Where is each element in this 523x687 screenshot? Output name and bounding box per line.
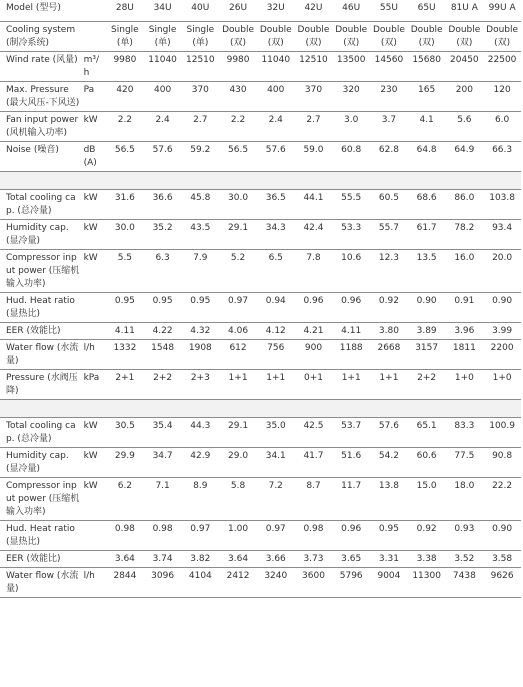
value-cell: 29.1 bbox=[219, 418, 257, 448]
value-cell: 3.7 bbox=[370, 112, 408, 142]
value-cell: 35.4 bbox=[144, 418, 182, 448]
value-cell: 9980 bbox=[106, 52, 144, 82]
value-cell: 2.7 bbox=[295, 112, 333, 142]
value-cell: 165 bbox=[408, 82, 446, 112]
row-label: Hud. Heat ratio (显热比) bbox=[0, 521, 82, 551]
value-cell: 3096 bbox=[144, 568, 182, 598]
unit-cell bbox=[82, 22, 106, 52]
value-cell: 2.4 bbox=[257, 112, 295, 142]
value-cell: 3.58 bbox=[483, 551, 521, 568]
value-cell: 42.9 bbox=[181, 448, 219, 478]
value-cell: 1548 bbox=[144, 340, 182, 370]
value-cell: 3.64 bbox=[219, 551, 257, 568]
value-cell: 45.8 bbox=[181, 190, 219, 220]
value-cell: 16.0 bbox=[446, 250, 484, 293]
value-cell: 1+0 bbox=[446, 370, 484, 400]
value-cell: 42.5 bbox=[295, 418, 333, 448]
value-cell: 55.5 bbox=[332, 190, 370, 220]
value-cell: 0.90 bbox=[483, 293, 521, 323]
value-cell: 2.7 bbox=[181, 112, 219, 142]
value-cell: 2+1 bbox=[106, 370, 144, 400]
value-cell: 1908 bbox=[181, 340, 219, 370]
value-cell: 0.98 bbox=[106, 521, 144, 551]
value-cell: 0.91 bbox=[446, 293, 484, 323]
table-row bbox=[0, 52, 521, 82]
value-cell: 32U bbox=[257, 0, 295, 22]
value-cell: 61.7 bbox=[408, 220, 446, 250]
table-row bbox=[0, 370, 521, 400]
value-cell: 7.8 bbox=[295, 250, 333, 293]
value-cell: 3.64 bbox=[106, 551, 144, 568]
value-cell: 9626 bbox=[483, 568, 521, 598]
value-cell: 12.3 bbox=[370, 250, 408, 293]
value-cell: 320 bbox=[332, 82, 370, 112]
value-cell: 6.5 bbox=[257, 250, 295, 293]
value-cell: 0.95 bbox=[181, 293, 219, 323]
value-cell: 0.92 bbox=[408, 521, 446, 551]
value-cell: 1+1 bbox=[257, 370, 295, 400]
value-cell: 56.5 bbox=[106, 142, 144, 172]
value-cell: Double (双) bbox=[446, 22, 484, 52]
table-row bbox=[0, 521, 521, 551]
value-cell: 120 bbox=[483, 82, 521, 112]
value-cell: 43.5 bbox=[181, 220, 219, 250]
value-cell: 4.11 bbox=[106, 323, 144, 340]
value-cell: 34U bbox=[144, 0, 182, 22]
row-label: Model (型号) bbox=[0, 0, 82, 22]
value-cell: 15680 bbox=[408, 52, 446, 82]
value-cell: 64.9 bbox=[446, 142, 484, 172]
value-cell: 53.7 bbox=[332, 418, 370, 448]
value-cell: 13.8 bbox=[370, 478, 408, 521]
value-cell: 3.80 bbox=[370, 323, 408, 340]
table-row bbox=[0, 293, 521, 323]
value-cell: 370 bbox=[295, 82, 333, 112]
value-cell: 30.0 bbox=[106, 220, 144, 250]
row-label: Compressor input power (压缩机输入功率) bbox=[0, 250, 82, 293]
value-cell: 55.7 bbox=[370, 220, 408, 250]
value-cell: 57.6 bbox=[370, 418, 408, 448]
unit-cell: dB(A) bbox=[82, 142, 106, 172]
value-cell: 31.6 bbox=[106, 190, 144, 220]
value-cell: 2.2 bbox=[106, 112, 144, 142]
table-row bbox=[0, 82, 521, 112]
value-cell: 0.96 bbox=[332, 521, 370, 551]
table-row bbox=[0, 551, 521, 568]
value-cell: 4.06 bbox=[219, 323, 257, 340]
value-cell: 4.22 bbox=[144, 323, 182, 340]
value-cell: 8.7 bbox=[295, 478, 333, 521]
value-cell: 9980 bbox=[219, 52, 257, 82]
unit-cell bbox=[82, 293, 106, 323]
value-cell: 0.93 bbox=[446, 521, 484, 551]
value-cell: Double (双) bbox=[257, 22, 295, 52]
unit-cell: kW bbox=[82, 112, 106, 142]
value-cell: 0.97 bbox=[181, 521, 219, 551]
value-cell: 34.1 bbox=[257, 448, 295, 478]
value-cell: 81U A bbox=[446, 0, 484, 22]
value-cell: 0.94 bbox=[257, 293, 295, 323]
value-cell: 2412 bbox=[219, 568, 257, 598]
value-cell: 5.8 bbox=[219, 478, 257, 521]
table-row bbox=[0, 478, 521, 521]
value-cell: 3.38 bbox=[408, 551, 446, 568]
value-cell: 35.2 bbox=[144, 220, 182, 250]
value-cell: 10.6 bbox=[332, 250, 370, 293]
value-cell: 59.2 bbox=[181, 142, 219, 172]
unit-cell bbox=[82, 0, 106, 22]
value-cell: 4.21 bbox=[295, 323, 333, 340]
value-cell: 3.0 bbox=[332, 112, 370, 142]
row-label: Wind rate (风量) bbox=[0, 52, 82, 82]
value-cell: Single (单) bbox=[181, 22, 219, 52]
value-cell: 20.0 bbox=[483, 250, 521, 293]
value-cell: Double(双) bbox=[295, 22, 333, 52]
value-cell: 66.3 bbox=[483, 142, 521, 172]
row-label: Max. Pressure (最大风压-下风送) bbox=[0, 82, 82, 112]
row-label: Cooling system (制冷系统) bbox=[0, 22, 82, 52]
value-cell: 26U bbox=[219, 0, 257, 22]
section-separator-2 bbox=[0, 400, 521, 418]
value-cell: 13500 bbox=[332, 52, 370, 82]
value-cell: 34.7 bbox=[144, 448, 182, 478]
table-row bbox=[0, 142, 521, 172]
value-cell: 400 bbox=[257, 82, 295, 112]
value-cell: 5.6 bbox=[446, 112, 484, 142]
value-cell: 78.2 bbox=[446, 220, 484, 250]
value-cell: 3.96 bbox=[446, 323, 484, 340]
unit-cell bbox=[82, 323, 106, 340]
row-label: Humidity cap. (显冷量) bbox=[0, 220, 82, 250]
row-label: Water flow (水流量) bbox=[0, 340, 82, 370]
unit-cell: kW bbox=[82, 190, 106, 220]
value-cell: 1+1 bbox=[332, 370, 370, 400]
value-cell: 60.5 bbox=[370, 190, 408, 220]
value-cell: 1332 bbox=[106, 340, 144, 370]
value-cell: 86.0 bbox=[446, 190, 484, 220]
value-cell: Double (双) bbox=[408, 22, 446, 52]
value-cell: Double (双) bbox=[483, 22, 521, 52]
row-label: EER (效能比) bbox=[0, 323, 82, 340]
value-cell: 3.99 bbox=[483, 323, 521, 340]
value-cell: Double (双) bbox=[370, 22, 408, 52]
value-cell: 29.1 bbox=[219, 220, 257, 250]
value-cell: 3.82 bbox=[181, 551, 219, 568]
value-cell: 93.4 bbox=[483, 220, 521, 250]
table-row bbox=[0, 418, 521, 448]
unit-cell: kW bbox=[82, 418, 106, 448]
value-cell: 0+1 bbox=[295, 370, 333, 400]
value-cell: 44.3 bbox=[181, 418, 219, 448]
value-cell: 1+1 bbox=[370, 370, 408, 400]
value-cell: 3.89 bbox=[408, 323, 446, 340]
value-cell: 77.5 bbox=[446, 448, 484, 478]
unit-cell: kPa bbox=[82, 370, 106, 400]
value-cell: Double (双) bbox=[332, 22, 370, 52]
value-cell: 7438 bbox=[446, 568, 484, 598]
value-cell: 29.0 bbox=[219, 448, 257, 478]
value-cell: 4.12 bbox=[257, 323, 295, 340]
value-cell: 4.11 bbox=[332, 323, 370, 340]
value-cell: 4104 bbox=[181, 568, 219, 598]
value-cell: 35.0 bbox=[257, 418, 295, 448]
unit-cell: l/h bbox=[82, 568, 106, 598]
value-cell: 11040 bbox=[144, 52, 182, 82]
value-cell: 0.90 bbox=[408, 293, 446, 323]
value-cell: 68.6 bbox=[408, 190, 446, 220]
value-cell: 90.8 bbox=[483, 448, 521, 478]
row-label: EER (效能比) bbox=[0, 551, 82, 568]
header-row bbox=[0, 0, 521, 22]
value-cell: 420 bbox=[106, 82, 144, 112]
value-cell: 30.0 bbox=[219, 190, 257, 220]
value-cell: 11.7 bbox=[332, 478, 370, 521]
value-cell: 41.7 bbox=[295, 448, 333, 478]
value-cell: 5.5 bbox=[106, 250, 144, 293]
value-cell: 400 bbox=[144, 82, 182, 112]
row-label: Hud. Heat ratio (显热比) bbox=[0, 293, 82, 323]
value-cell: 55U bbox=[370, 0, 408, 22]
value-cell: 2668 bbox=[370, 340, 408, 370]
value-cell: Single (单) bbox=[106, 22, 144, 52]
value-cell: 8.9 bbox=[181, 478, 219, 521]
value-cell: 36.5 bbox=[257, 190, 295, 220]
value-cell: 0.98 bbox=[144, 521, 182, 551]
value-cell: 0.95 bbox=[144, 293, 182, 323]
value-cell: 1.00 bbox=[219, 521, 257, 551]
value-cell: 103.8 bbox=[483, 190, 521, 220]
value-cell: 0.97 bbox=[257, 521, 295, 551]
value-cell: 756 bbox=[257, 340, 295, 370]
unit-cell: Pa bbox=[82, 82, 106, 112]
value-cell: 3600 bbox=[295, 568, 333, 598]
value-cell: 4.1 bbox=[408, 112, 446, 142]
value-cell: 5.2 bbox=[219, 250, 257, 293]
value-cell: 34.3 bbox=[257, 220, 295, 250]
value-cell: Single (单) bbox=[144, 22, 182, 52]
value-cell: 3.31 bbox=[370, 551, 408, 568]
table-row bbox=[0, 448, 521, 478]
value-cell: 42U bbox=[295, 0, 333, 22]
value-cell: 2+2 bbox=[144, 370, 182, 400]
value-cell: 2+3 bbox=[181, 370, 219, 400]
value-cell: 30.5 bbox=[106, 418, 144, 448]
value-cell: 0.96 bbox=[295, 293, 333, 323]
unit-cell: l/h bbox=[82, 340, 106, 370]
value-cell: 20450 bbox=[446, 52, 484, 82]
row-label: Noise (噪音) bbox=[0, 142, 82, 172]
value-cell: 40U bbox=[181, 0, 219, 22]
value-cell: 9004 bbox=[370, 568, 408, 598]
value-cell: 51.6 bbox=[332, 448, 370, 478]
value-cell: 100.9 bbox=[483, 418, 521, 448]
value-cell: 2.2 bbox=[219, 112, 257, 142]
value-cell: 65U bbox=[408, 0, 446, 22]
value-cell: 2844 bbox=[106, 568, 144, 598]
value-cell: 29.9 bbox=[106, 448, 144, 478]
value-cell: 1+1 bbox=[219, 370, 257, 400]
unit-cell bbox=[82, 521, 106, 551]
table-row bbox=[0, 220, 521, 250]
value-cell: 57.6 bbox=[144, 142, 182, 172]
value-cell: Double (双) bbox=[219, 22, 257, 52]
value-cell: 13.5 bbox=[408, 250, 446, 293]
table-row bbox=[0, 323, 521, 340]
value-cell: 230 bbox=[370, 82, 408, 112]
value-cell: 22.2 bbox=[483, 478, 521, 521]
value-cell: 12510 bbox=[295, 52, 333, 82]
value-cell: 4.32 bbox=[181, 323, 219, 340]
value-cell: 64.8 bbox=[408, 142, 446, 172]
row-label: Fan input power (风机输入功率) bbox=[0, 112, 82, 142]
value-cell: 14560 bbox=[370, 52, 408, 82]
value-cell: 200 bbox=[446, 82, 484, 112]
value-cell: 3.52 bbox=[446, 551, 484, 568]
value-cell: 3157 bbox=[408, 340, 446, 370]
value-cell: 0.96 bbox=[332, 293, 370, 323]
table-row bbox=[0, 250, 521, 293]
value-cell: 612 bbox=[219, 340, 257, 370]
value-cell: 1188 bbox=[332, 340, 370, 370]
row-label: Total cooling cap. (总冷量) bbox=[0, 418, 82, 448]
value-cell: 5796 bbox=[332, 568, 370, 598]
table-row bbox=[0, 190, 521, 220]
value-cell: 900 bbox=[295, 340, 333, 370]
unit-cell: kW bbox=[82, 220, 106, 250]
section-divider bbox=[0, 172, 521, 190]
value-cell: 0.97 bbox=[219, 293, 257, 323]
value-cell: 0.90 bbox=[483, 521, 521, 551]
value-cell: 1811 bbox=[446, 340, 484, 370]
value-cell: 6.0 bbox=[483, 112, 521, 142]
row-label: Humidity cap. (显冷量) bbox=[0, 448, 82, 478]
unit-cell: kW bbox=[82, 448, 106, 478]
value-cell: 62.8 bbox=[370, 142, 408, 172]
value-cell: 11300 bbox=[408, 568, 446, 598]
value-cell: 0.95 bbox=[106, 293, 144, 323]
value-cell: 15.0 bbox=[408, 478, 446, 521]
table-row bbox=[0, 22, 521, 52]
table-row bbox=[0, 112, 521, 142]
value-cell: 3240 bbox=[257, 568, 295, 598]
row-label: Pressure (水阀压降) bbox=[0, 370, 82, 400]
value-cell: 65.1 bbox=[408, 418, 446, 448]
unit-cell bbox=[82, 551, 106, 568]
value-cell: 3.73 bbox=[295, 551, 333, 568]
value-cell: 46U bbox=[332, 0, 370, 22]
value-cell: 22500 bbox=[483, 52, 521, 82]
unit-cell: kW bbox=[82, 478, 106, 521]
value-cell: 2.4 bbox=[144, 112, 182, 142]
table-row bbox=[0, 340, 521, 370]
value-cell: 57.6 bbox=[257, 142, 295, 172]
value-cell: 6.3 bbox=[144, 250, 182, 293]
value-cell: 36.6 bbox=[144, 190, 182, 220]
row-label: Compressor input power (压缩机输入功率) bbox=[0, 478, 82, 521]
value-cell: 2+2 bbox=[408, 370, 446, 400]
value-cell: 0.98 bbox=[295, 521, 333, 551]
value-cell: 11040 bbox=[257, 52, 295, 82]
value-cell: 44.1 bbox=[295, 190, 333, 220]
row-label: Water flow (水流量) bbox=[0, 568, 82, 598]
value-cell: 3.65 bbox=[332, 551, 370, 568]
value-cell: 7.9 bbox=[181, 250, 219, 293]
section-separator-1 bbox=[0, 172, 521, 190]
value-cell: 18.0 bbox=[446, 478, 484, 521]
row-label: Total cooling cap. (总冷量) bbox=[0, 190, 82, 220]
value-cell: 56.5 bbox=[219, 142, 257, 172]
unit-cell: kW bbox=[82, 250, 106, 293]
value-cell: 83.3 bbox=[446, 418, 484, 448]
value-cell: 1+0 bbox=[483, 370, 521, 400]
value-cell: 60.8 bbox=[332, 142, 370, 172]
table-row bbox=[0, 568, 521, 598]
section-divider bbox=[0, 400, 521, 418]
value-cell: 3.66 bbox=[257, 551, 295, 568]
unit-cell: m³/h bbox=[82, 52, 106, 82]
value-cell: 54.2 bbox=[370, 448, 408, 478]
value-cell: 6.2 bbox=[106, 478, 144, 521]
value-cell: 370 bbox=[181, 82, 219, 112]
value-cell: 430 bbox=[219, 82, 257, 112]
value-cell: 28U bbox=[106, 0, 144, 22]
value-cell: 0.92 bbox=[370, 293, 408, 323]
value-cell: 7.2 bbox=[257, 478, 295, 521]
value-cell: 60.6 bbox=[408, 448, 446, 478]
value-cell: 7.1 bbox=[144, 478, 182, 521]
value-cell: 99U A bbox=[483, 0, 521, 22]
value-cell: 2200 bbox=[483, 340, 521, 370]
value-cell: 59.0 bbox=[295, 142, 333, 172]
value-cell: 12510 bbox=[181, 52, 219, 82]
value-cell: 53.3 bbox=[332, 220, 370, 250]
value-cell: 0.95 bbox=[370, 521, 408, 551]
value-cell: 42.4 bbox=[295, 220, 333, 250]
value-cell: 3.74 bbox=[144, 551, 182, 568]
